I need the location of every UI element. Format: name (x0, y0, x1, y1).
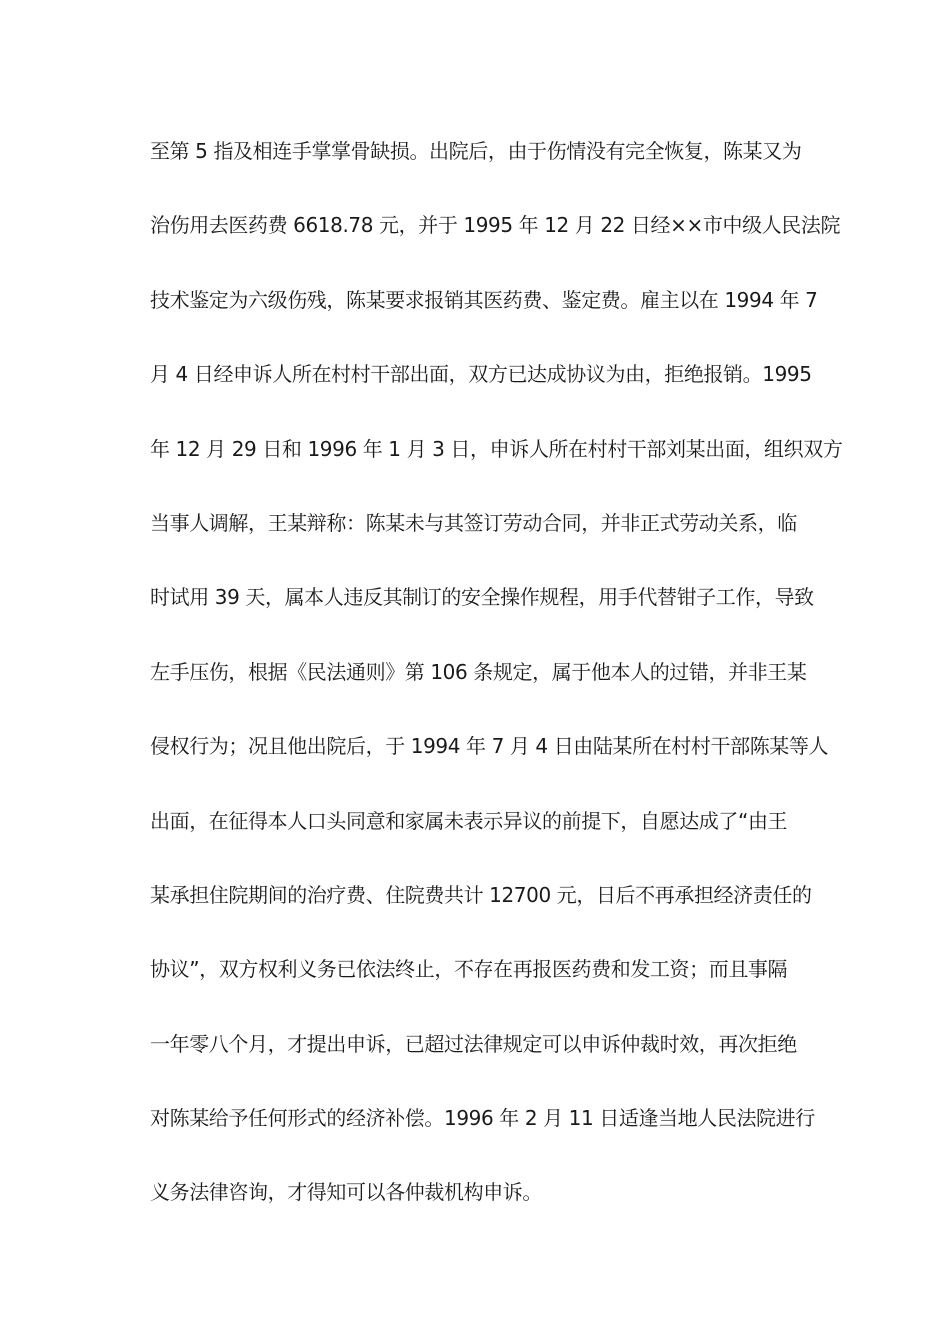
text-line: 时试用 39 天，属本人违反其制订的安全操作规程，用手代替钳子工作，导致 (150, 585, 814, 610)
text-line: 至第 5 指及相连手掌掌骨缺损。出院后，由于伤情没有完全恢复，陈某又为 (150, 139, 802, 163)
text-line: 协议”，双方权利义务已依法终止，不存在再报医药费和发工资；而且事隔 (150, 957, 788, 982)
body-text (150, 131, 843, 1247)
text-line: 某承担住院期间的治疗费、住院费共计 12700 元，日后不再承担经济责任的 (150, 882, 812, 907)
text-line: 治伤用去医药费 6618.78 元，并于 1995 年 12 月 22 日经××市中级人民法院 (150, 213, 841, 238)
text-line: 一年零八个月，才提出申诉，已超过法律规定可以申诉仲裁时效，再次拒绝 (150, 1031, 797, 1056)
text-line: 义务法律咨询，才得知可以各仲裁机构申诉。 (150, 1180, 542, 1205)
text-line: 左手压伤，根据《民法通则》第 106 条规定，属于他本人的过错，并非王某 (150, 659, 807, 684)
text-line: 技术鉴定为六级伤残，陈某要求报销其医药费、鉴定费。雇主以在 1994 年 7 (150, 287, 818, 312)
text-line: 对陈某给予任何形式的经济补偿。1996 年 2 月 11 日适逢当地人民法院进行 (150, 1106, 815, 1131)
text-line: 侵权行为；况且他出院后，于 1994 年 7 月 4 日由陆某所在村村干部陈某等人 (150, 734, 829, 759)
text-line: 当事人调解，王某辩称：陈某未与其签订劳动合同，并非正式劳动关系，临 (150, 510, 797, 535)
text-line: 出面，在征得本人口头同意和家属未表示异议的前提下，自愿达成了“由王 (150, 808, 788, 833)
text-line: 年 12 月 29 日和 1996 年 1 月 3 日，申诉人所在村村干部刘某出面，组织双方 (150, 436, 843, 461)
text-line: 月 4 日经申诉人所在村村干部出面，双方已达成协议为由，拒绝报销。1995 (150, 362, 812, 387)
